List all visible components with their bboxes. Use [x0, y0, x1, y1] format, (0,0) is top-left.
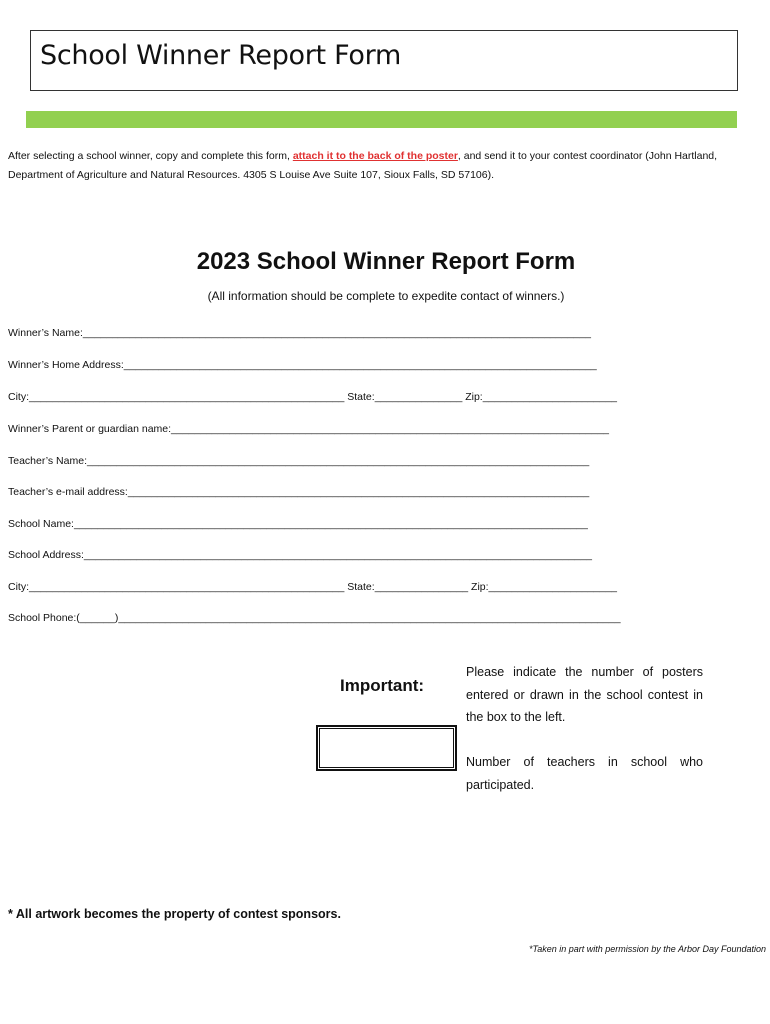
school-address-field[interactable]: School Address:_______________________________________________________________________________________ — [8, 549, 592, 561]
header-title: School Winner Report Form — [40, 40, 401, 71]
header-box — [30, 30, 738, 91]
teacher-email-field[interactable]: Teacher’s e-mail address:_______________________________________________________________________________ — [8, 486, 590, 498]
posters-note: Please indicate the number of posters entered or drawn in the school contest in the box to the left. — [466, 665, 703, 724]
winner-address-field[interactable]: Winner’s Home Address:_________________________________________________________________________________ — [8, 359, 597, 371]
poster-count-box[interactable] — [316, 725, 457, 771]
form-subtitle: (All information should be complete to expedite contact of winners.) — [207, 289, 565, 303]
intro-paragraph — [8, 147, 758, 185]
school-city-state-zip-field[interactable]: City:______________________________________________________ State:________________ Zip:______________________ — [8, 581, 618, 593]
intro-text-after: , and send it to your contest coordinator (John Hartland, Department of Agriculture and Natural Resources. 4305 S Louise Ave Suite 107, Sioux Falls, SD 57106). — [8, 150, 718, 181]
green-divider-bar — [26, 111, 737, 128]
intro-text-before: After selecting a school winner, copy and complete this form, — [8, 150, 293, 162]
school-phone-field[interactable]: School Phone:(______)______________________________________________________________________________________ — [8, 612, 621, 624]
guardian-name-field[interactable]: Winner’s Parent or guardian name:___________________________________________________________________________ — [8, 423, 610, 435]
important-label: Important: — [340, 676, 425, 695]
winner-name-field[interactable]: Winner’s Name:_______________________________________________________________________________________ — [8, 327, 591, 339]
credit-note: *Taken in part with permission by the Arbor Day Foundation — [529, 944, 766, 954]
intro-highlight: attach it to the back of the poster — [292, 150, 458, 162]
form-title: 2023 School Winner Report Form — [196, 248, 576, 275]
artwork-notice: * All artwork becomes the property of contest sponsors. — [8, 907, 341, 921]
poster-count-box-inner — [319, 728, 454, 768]
winner-city-state-zip-field[interactable]: City:______________________________________________________ State:_______________ Zip:_______________________ — [8, 391, 618, 403]
teachers-note: Number of teachers in school who participated. — [466, 755, 703, 792]
school-name-field[interactable]: School Name:________________________________________________________________________________________ — [8, 518, 588, 530]
teacher-name-field[interactable]: Teacher’s Name:______________________________________________________________________________________ — [8, 455, 590, 467]
